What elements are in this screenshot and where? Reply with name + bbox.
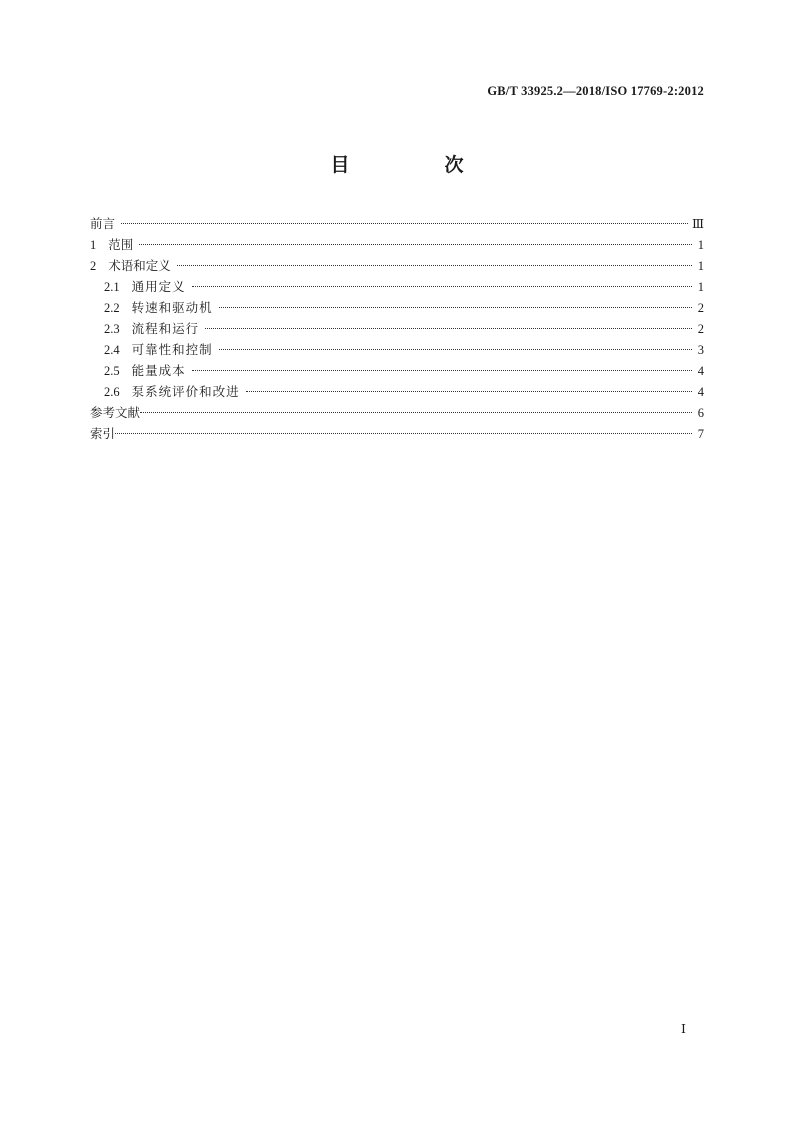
toc-entry-page: 4: [697, 364, 704, 378]
toc-entry-number: 2.3: [104, 322, 120, 336]
toc-entry-page: 2: [697, 301, 704, 315]
toc-entry-label: 索引: [90, 426, 116, 441]
toc-entry-number: 1: [90, 238, 97, 252]
toc-entry-label: 转速和驱动机: [131, 300, 213, 315]
toc-entry-page: 1: [697, 280, 704, 294]
toc-entry[interactable]: [90, 339, 704, 360]
toc-entry[interactable]: [90, 297, 704, 318]
toc-entry[interactable]: [90, 381, 704, 402]
toc-entry-label: 通用定义: [131, 279, 186, 294]
toc-entry-page: 7: [697, 427, 704, 441]
toc-entry-number: 2.2: [104, 301, 120, 315]
toc-dot-leader: [192, 370, 692, 371]
toc-entry-number: 2.5: [104, 364, 120, 378]
toc-entry-page: 1: [697, 238, 704, 252]
toc-entry-number: 2.1: [104, 280, 120, 294]
toc-entry-page: 2: [697, 322, 704, 336]
toc-entry-number: 2: [90, 259, 97, 273]
toc-entry-number: 2.4: [104, 343, 120, 357]
toc-dot-leader: [205, 328, 692, 329]
toc-entry-page: 4: [697, 385, 704, 399]
toc-entry[interactable]: [90, 255, 704, 276]
page-number: Ⅰ: [681, 1022, 686, 1036]
toc-entry-page: Ⅲ: [691, 217, 704, 231]
toc-entry-label: 可靠性和控制: [131, 342, 213, 357]
page-title: 目 次: [330, 154, 502, 176]
toc-entry-label: 流程和运行: [131, 321, 200, 336]
toc-entry-page: 1: [697, 259, 704, 273]
toc-dot-leader: [139, 244, 692, 245]
toc-entry-label: 能量成本: [131, 363, 186, 378]
toc-entry-label: 泵系统评价和改进: [131, 384, 240, 399]
toc-dot-leader: [140, 412, 692, 413]
toc-entry[interactable]: [90, 234, 704, 255]
toc-dot-leader: [192, 286, 692, 287]
toc-entry-label: 参考文献: [90, 405, 141, 420]
toc-dot-leader: [115, 433, 692, 434]
toc-entry[interactable]: [90, 402, 704, 423]
toc-entry[interactable]: [90, 213, 704, 234]
toc-entry-number: 2.6: [104, 385, 120, 399]
table-of-contents: [90, 213, 704, 444]
toc-entry-label: 前言: [90, 216, 116, 231]
toc-entry[interactable]: [90, 423, 704, 444]
standard-code: GB/T 33925.2—2018/ISO 17769-2:2012: [487, 84, 704, 98]
toc-dot-leader: [219, 349, 692, 350]
toc-entry-page: 6: [697, 406, 704, 420]
toc-dot-leader: [246, 391, 692, 392]
toc-dot-leader: [177, 265, 692, 266]
toc-entry[interactable]: [90, 360, 704, 381]
toc-entry[interactable]: [90, 318, 704, 339]
toc-entry-label: 术语和定义: [108, 258, 171, 273]
toc-dot-leader: [121, 223, 688, 224]
toc-entry[interactable]: [90, 276, 704, 297]
toc-dot-leader: [219, 307, 692, 308]
toc-entry-label: 范围: [108, 237, 134, 252]
toc-entry-page: 3: [697, 343, 704, 357]
